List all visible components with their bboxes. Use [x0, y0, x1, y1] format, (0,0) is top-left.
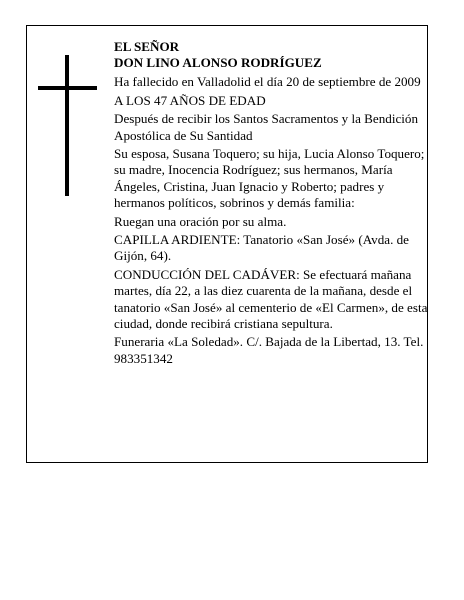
chapel-info: CAPILLA ARDIENTE: Tanatorio «San José» (Avda. de Gijón, 64). [114, 232, 409, 264]
title-line-1: EL SEÑOR [114, 39, 180, 54]
obituary-text [114, 39, 428, 369]
prayer-request: Ruegan una oración por su alma. [114, 213, 287, 229]
cross-icon-bar [38, 86, 97, 90]
age-line: A LOS 47 AÑOS DE EDAD [114, 92, 266, 108]
deceased-name: DON LINO ALONSO RODRÍGUEZ [114, 55, 322, 71]
death-info: Ha fallecido en Valladolid el día 20 de septiembre de 2009 [114, 73, 421, 89]
procession-info: CONDUCCIÓN DEL CADÁVER: Se efectuará mañana martes, día 22, a las diez cuarenta de la mañana, desde el tanatorio «San José» al cementerio de «El Carmen», de esta ciudad, donde recibirá cristiana sepultura. [114, 267, 428, 331]
cross-icon [65, 55, 69, 196]
family-list: Su esposa, Susana Toquero; su hija, Lucia Alonso Toquero; su madre, Inocencia Rodríguez; sus hermanos, María Ángeles, Cristina, Juan Ignacio y Roberto; padres y hermanos políticos, sobrinos y demás familia: [114, 146, 425, 210]
funeral-home-info: Funeraria «La Soledad». C/. Bajada de la Libertad, 13. Tel. 983351342 [114, 334, 424, 366]
sacraments-line: Después de recibir los Santos Sacramentos y la Bendición Apostólica de Su Santidad [114, 111, 418, 143]
